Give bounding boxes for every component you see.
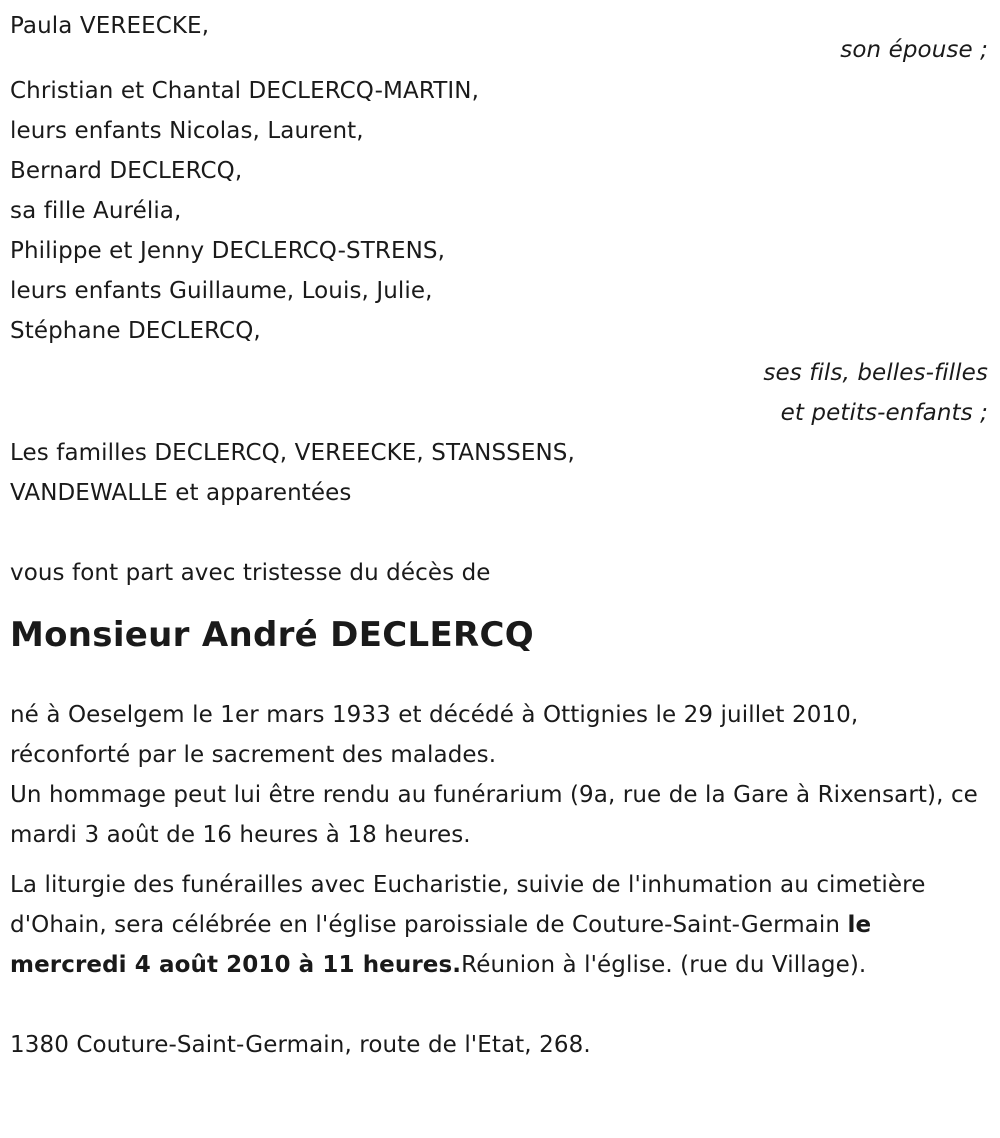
children-line: Stéphane DECLERCQ, — [10, 318, 261, 344]
spouse-role: son épouse ; — [840, 37, 988, 63]
spouse-name: Paula VEREECKE, — [10, 13, 210, 39]
obituary-notice — [0, 6, 1000, 1138]
liturgy-intro: La liturgie des funérailles avec Eucharistie, suivie de l'inhumation au cimetière d'Ohain, sera célébrée en l'église paroissiale de Couture-Saint-Germain — [10, 872, 926, 938]
address-line: 1380 Couture-Saint-Germain, route de l'Etat, 268. — [10, 1032, 591, 1058]
children-line: leurs enfants Nicolas, Laurent, — [10, 118, 364, 144]
announcement-text: vous font part avec tristesse du décès de — [10, 560, 491, 586]
children-line: Bernard DECLERCQ, — [10, 158, 243, 184]
liturgy-outro: Réunion à l'église. (rue du Village). — [461, 952, 867, 978]
children-line: sa fille Aurélia, — [10, 198, 182, 224]
deceased-name: Monsieur André DECLERCQ — [10, 615, 534, 655]
children-line: leurs enfants Guillaume, Louis, Julie, — [10, 278, 433, 304]
children-list — [10, 71, 990, 351]
families-line2: VANDEWALLE et apparentées — [10, 480, 352, 506]
liturgy-date: le mercredi 4 août 2010 à 11 heures. — [10, 912, 872, 978]
children-role-line2: et petits-enfants ; — [780, 400, 988, 426]
liturgy-paragraph — [10, 865, 990, 985]
homage-paragraph: Un hommage peut lui être rendu au funérarium (9a, rue de la Gare à Rixensart), ce mardi 3 août de 16 heures à 18 heures. — [10, 782, 978, 848]
children-line: Philippe et Jenny DECLERCQ-STRENS, — [10, 238, 446, 264]
children-line: Christian et Chantal DECLERCQ-MARTIN, — [10, 78, 479, 104]
children-role-line1: ses fils, belles-filles — [763, 360, 988, 386]
families-line1: Les familles DECLERCQ, VEREECKE, STANSSENS, — [10, 440, 575, 466]
birth-death-line2: réconforté par le sacrement des malades. — [10, 742, 497, 768]
birth-death-line1: né à Oeselgem le 1er mars 1933 et décédé à Ottignies le 29 juillet 2010, — [10, 702, 859, 728]
